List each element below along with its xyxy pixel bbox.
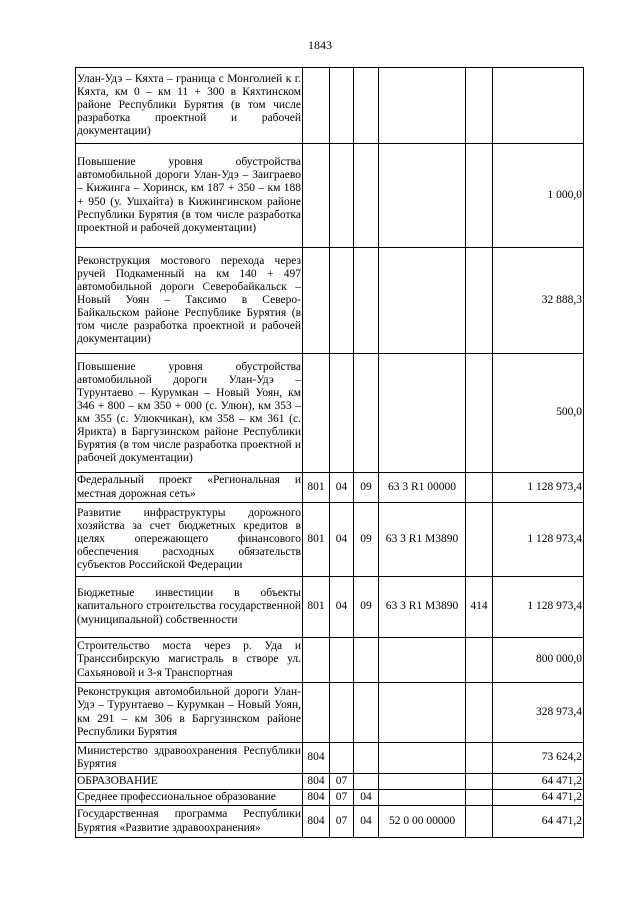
subsection-code: 09 bbox=[354, 503, 379, 577]
table-row bbox=[76, 790, 584, 806]
subsection-code: 09 bbox=[354, 473, 379, 503]
expense-type-code bbox=[466, 638, 493, 683]
expense-type-code bbox=[466, 743, 493, 774]
subsection-code bbox=[354, 354, 379, 473]
item-name: Реконструкция автомобильной дороги Улан-Удэ – Турунтаево – Курумкан – Новый Уоян, км 291 – км 306 в Баргузинском районе Республики Бурятия bbox=[76, 683, 303, 743]
item-name: ОБРАЗОВАНИЕ bbox=[76, 774, 303, 790]
expense-type-code bbox=[466, 144, 493, 248]
subsection-code bbox=[354, 638, 379, 683]
table-row bbox=[76, 354, 584, 473]
expense-type-code bbox=[466, 503, 493, 577]
item-name: Федеральный проект «Региональная и местная дорожная сеть» bbox=[76, 473, 303, 503]
subsection-code bbox=[354, 68, 379, 144]
budget-table bbox=[75, 67, 584, 838]
table-row bbox=[76, 144, 584, 248]
ministry-code: 804 bbox=[303, 743, 330, 774]
item-name: Повышение уровня обустройства автомобильной дороги Улан-Удэ – Заиграево – Кижинга – Хоринск, км 187 + 350 – км 188 + 950 (у. Ушхайта) в Кижингинском районе Республики Бурятия (в том числе разработка проектной и рабочей документации) bbox=[76, 144, 303, 248]
amount: 32 888,3 bbox=[493, 248, 584, 354]
subsection-code: 09 bbox=[354, 577, 379, 638]
ministry-code: 804 bbox=[303, 806, 330, 838]
ministry-code: 804 bbox=[303, 790, 330, 806]
section-code bbox=[330, 68, 354, 144]
amount: 500,0 bbox=[493, 354, 584, 473]
amount: 73 624,2 bbox=[493, 743, 584, 774]
target-article-code: 52 0 00 00000 bbox=[379, 806, 466, 838]
section-code: 04 bbox=[330, 503, 354, 577]
expense-type-code bbox=[466, 806, 493, 838]
amount: 64 471,2 bbox=[493, 806, 584, 838]
section-code: 04 bbox=[330, 577, 354, 638]
section-code bbox=[330, 743, 354, 774]
item-name: Реконструкция мостового перехода через ручей Подкаменный на км 140 + 497 автомобильной дороги Северобайкальск – Новый Уоян – Таксимо в Северо-Байкальском районе Республике Бурятия (в том числе разработка проектной и рабочей документации) bbox=[76, 248, 303, 354]
subsection-code: 04 bbox=[354, 806, 379, 838]
target-article-code bbox=[379, 144, 466, 248]
target-article-code: 63 3 R1 М3890 bbox=[379, 577, 466, 638]
subsection-code bbox=[354, 774, 379, 790]
target-article-code bbox=[379, 790, 466, 806]
amount: 64 471,2 bbox=[493, 790, 584, 806]
item-name: Развитие инфраструктуры дорожного хозяйства за счет бюджетных кредитов в целях опережающего финансового обеспечения расходных обязательств субъектов Российской Федерации bbox=[76, 503, 303, 577]
ministry-code: 801 bbox=[303, 577, 330, 638]
target-article-code bbox=[379, 68, 466, 144]
table-row bbox=[76, 503, 584, 577]
amount: 800 000,0 bbox=[493, 638, 584, 683]
target-article-code bbox=[379, 638, 466, 683]
table-row bbox=[76, 577, 584, 638]
item-name: Государственная программа Республики Бурятия «Развитие здравоохранения» bbox=[76, 806, 303, 838]
amount: 328 973,4 bbox=[493, 683, 584, 743]
amount: 1 128 973,4 bbox=[493, 577, 584, 638]
target-article-code bbox=[379, 354, 466, 473]
table-row bbox=[76, 473, 584, 503]
target-article-code bbox=[379, 774, 466, 790]
expense-type-code bbox=[466, 354, 493, 473]
ministry-code bbox=[303, 638, 330, 683]
expense-type-code bbox=[466, 774, 493, 790]
ministry-code bbox=[303, 144, 330, 248]
item-name: Министерство здравоохранения Республики Бурятия bbox=[76, 743, 303, 774]
subsection-code bbox=[354, 743, 379, 774]
section-code bbox=[330, 638, 354, 683]
expense-type-code bbox=[466, 683, 493, 743]
expense-type-code bbox=[466, 68, 493, 144]
ministry-code bbox=[303, 248, 330, 354]
subsection-code bbox=[354, 144, 379, 248]
ministry-code bbox=[303, 354, 330, 473]
section-code bbox=[330, 354, 354, 473]
subsection-code: 04 bbox=[354, 790, 379, 806]
target-article-code bbox=[379, 743, 466, 774]
target-article-code bbox=[379, 683, 466, 743]
section-code: 04 bbox=[330, 473, 354, 503]
expense-type-code bbox=[466, 473, 493, 503]
table-row bbox=[76, 68, 584, 144]
section-code bbox=[330, 144, 354, 248]
target-article-code: 63 3 R1 00000 bbox=[379, 473, 466, 503]
ministry-code bbox=[303, 683, 330, 743]
table-row bbox=[76, 683, 584, 743]
amount: 1 128 973,4 bbox=[493, 473, 584, 503]
amount bbox=[493, 68, 584, 144]
item-name: Среднее профессиональное образование bbox=[76, 790, 303, 806]
subsection-code bbox=[354, 248, 379, 354]
item-name: Строительство моста через р. Уда и Транссибирскую магистраль в створе ул. Сахьяновой и 3-я Транспортная bbox=[76, 638, 303, 683]
table-row bbox=[76, 248, 584, 354]
target-article-code bbox=[379, 248, 466, 354]
section-code: 07 bbox=[330, 774, 354, 790]
ministry-code: 801 bbox=[303, 473, 330, 503]
item-name: Бюджетные инвестиции в объекты капитального строительства государственной (муниципальной) собственности bbox=[76, 577, 303, 638]
section-code: 07 bbox=[330, 806, 354, 838]
item-name: Повышение уровня обустройства автомобильной дороги Улан-Удэ – Турунтаево – Курумкан – Новый Уоян, км 346 + 800 – км 350 + 000 (с. Улюн), км 353 – км 355 (с. Улюкчикан), км 358 – км 361 (с. Ярикта) в Баргузинском районе Республики Бурятия (в том числе разработка проектной и рабочей документации) bbox=[76, 354, 303, 473]
section-code bbox=[330, 683, 354, 743]
table-row bbox=[76, 806, 584, 838]
ministry-code: 801 bbox=[303, 503, 330, 577]
ministry-code: 804 bbox=[303, 774, 330, 790]
ministry-code bbox=[303, 68, 330, 144]
page-number: 1843 bbox=[308, 38, 332, 52]
amount: 1 000,0 bbox=[493, 144, 584, 248]
section-code: 07 bbox=[330, 790, 354, 806]
expense-type-code bbox=[466, 790, 493, 806]
expense-type-code bbox=[466, 248, 493, 354]
table-row bbox=[76, 743, 584, 774]
table-row bbox=[76, 638, 584, 683]
section-code bbox=[330, 248, 354, 354]
subsection-code bbox=[354, 683, 379, 743]
target-article-code: 63 3 R1 М3890 bbox=[379, 503, 466, 577]
item-name: Улан-Удэ – Кяхта – граница с Монголией к г. Кяхта, км 0 – км 11 + 300 в Кяхтинском районе Республики Бурятия (в том числе разработка проектной и рабочей документации) bbox=[76, 68, 303, 144]
amount: 64 471,2 bbox=[493, 774, 584, 790]
expense-type-code: 414 bbox=[466, 577, 493, 638]
amount: 1 128 973,4 bbox=[493, 503, 584, 577]
table-row bbox=[76, 774, 584, 790]
